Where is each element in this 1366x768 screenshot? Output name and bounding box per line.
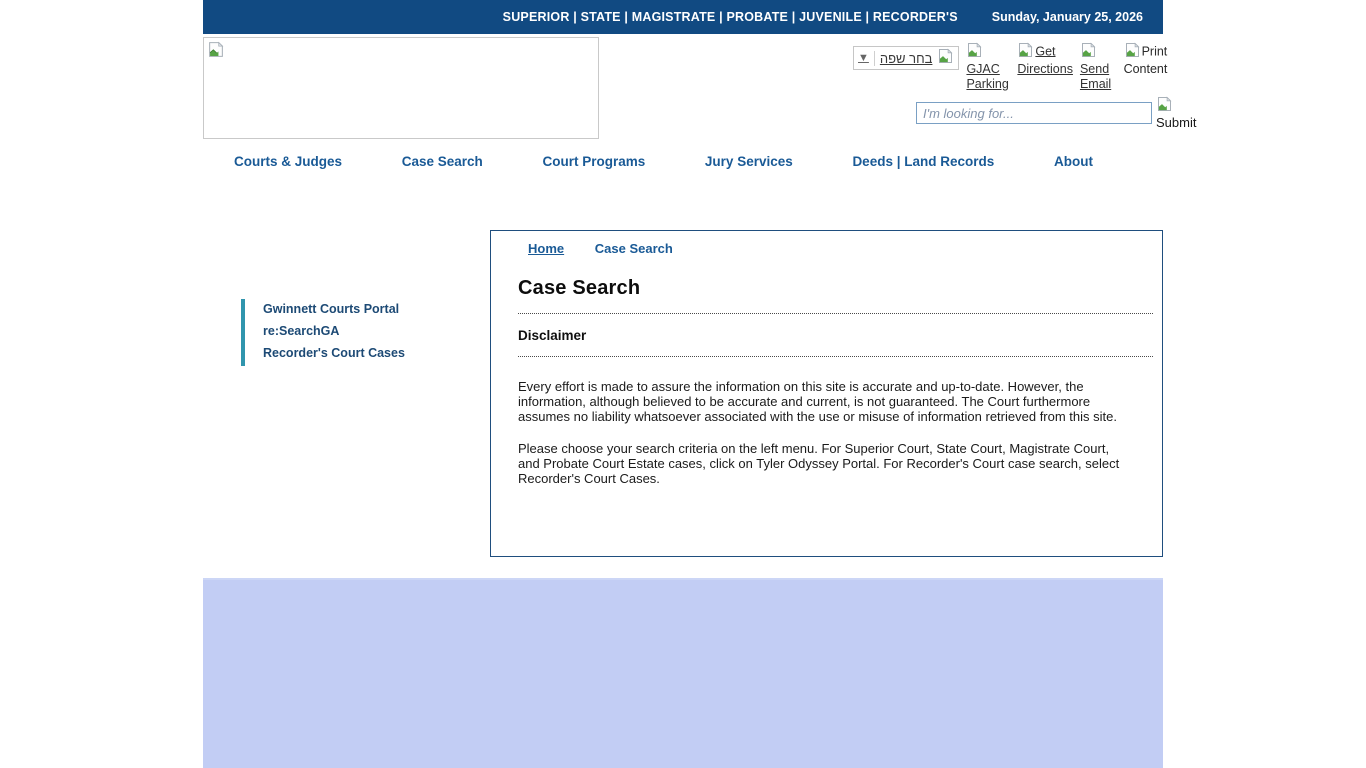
sidebar-item-recorders-court-cases[interactable]: Recorder's Court Cases: [263, 346, 405, 360]
broken-image-icon: [207, 41, 225, 63]
nav-item-deeds-land-records[interactable]: Deeds | Land Records: [852, 153, 995, 169]
language-selector[interactable]: [853, 46, 959, 70]
send-email-label: Send Email: [1079, 62, 1112, 91]
language-selector-label[interactable]: בחר שפה: [879, 50, 933, 66]
breadcrumb-home-link[interactable]: Home: [528, 241, 565, 256]
print-content-link[interactable]: [1124, 42, 1173, 77]
disclaimer-heading: Disclaimer: [518, 328, 587, 343]
broken-image-icon: [1156, 100, 1173, 115]
breadcrumb-current: Case Search: [594, 241, 673, 256]
left-side-menu: [241, 299, 405, 366]
nav-item-courts-judges[interactable]: Courts & Judges: [234, 153, 343, 169]
divider: [518, 356, 1153, 357]
gjac-parking-link[interactable]: [966, 42, 1010, 92]
chevron-down-icon[interactable]: ▼: [858, 51, 869, 64]
nav-item-court-programs[interactable]: Court Programs: [542, 153, 646, 169]
sidebar-item-researchga[interactable]: re:SearchGA: [263, 324, 340, 338]
instructions-paragraph: Please choose your search criteria on the left menu. For Superior Court, State Court, Magistrate Court, and Probate Court Estate cases, click on Tyler Odyssey Portal. For Recorder's Court case search, select Recorder's Court Cases.: [518, 441, 1120, 486]
broken-image-icon: [1017, 42, 1034, 62]
nav-item-case-search[interactable]: Case Search: [401, 153, 483, 169]
get-directions-link[interactable]: [1017, 42, 1073, 77]
search-submit-button[interactable]: [1156, 96, 1204, 130]
send-email-link[interactable]: [1080, 42, 1117, 92]
disclaimer-paragraph: Every effort is made to assure the information on this site is accurate and up-to-date. However, the information, although believed to be accurate and current, is not guaranteed. The Court furthermore assumes no liability whatsoever associated with the use or misuse of information retrieved from this site.: [518, 379, 1117, 424]
gjac-parking-label: GJAC Parking: [966, 62, 1009, 91]
page-title: Case Search: [518, 277, 641, 299]
site-search-input[interactable]: [916, 102, 1152, 124]
current-date: Sunday, January 25, 2026: [991, 10, 1143, 24]
broken-image-icon: [1080, 42, 1097, 62]
footer-band: [203, 578, 1163, 768]
main-content-box: [490, 230, 1163, 557]
nav-item-jury-services[interactable]: Jury Services: [704, 153, 793, 169]
broken-image-icon: [966, 42, 983, 62]
divider: [518, 313, 1153, 314]
divider: [874, 51, 875, 66]
breadcrumb: [528, 241, 1162, 256]
print-content-label: Print Content: [1123, 44, 1168, 76]
top-courts-bar: [203, 0, 1163, 34]
broken-image-icon: [937, 48, 954, 68]
sidebar-item-gwinnett-courts-portal[interactable]: Gwinnett Courts Portal: [263, 302, 400, 316]
search-submit-label: Submit: [1156, 115, 1197, 130]
primary-nav: [203, 149, 1163, 173]
broken-image-icon: [1124, 42, 1141, 62]
court-types-list[interactable]: SUPERIOR | STATE | MAGISTRATE | PROBATE | JUVENILE | RECORDER'S: [502, 10, 958, 24]
nav-item-about[interactable]: About: [1053, 153, 1093, 169]
header-toolbar: [853, 42, 1173, 92]
site-logo-box[interactable]: [203, 37, 599, 139]
get-directions-label: Get Directions: [1017, 44, 1073, 76]
